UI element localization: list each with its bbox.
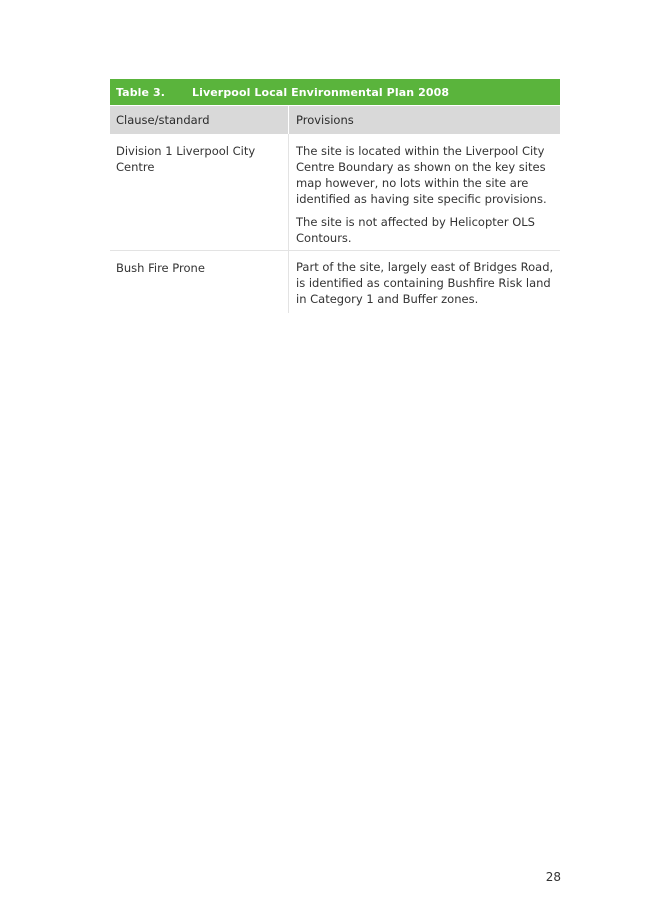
header-clause: Clause/standard xyxy=(116,113,210,127)
table-number: Table 3. xyxy=(116,85,166,99)
table-title: Liverpool Local Environmental Plan 2008 xyxy=(192,85,450,99)
row-provisions xyxy=(288,251,560,313)
row-clause: Division 1 Liverpool City Centre xyxy=(116,144,256,174)
row-clause: Bush Fire Prone xyxy=(116,261,205,275)
provision-paragraph: The site is not affected by Helicopter OLS Contours. xyxy=(296,215,535,245)
lep-table xyxy=(110,79,560,313)
provision-paragraph: The site is located within the Liverpool City Centre Boundary as shown on the key sites map however, no lots within the site are identified as having site specific provisions. xyxy=(296,144,547,206)
provision-paragraph: Part of the site, largely east of Bridges Road, is identified as containing Bushfire Risk land in Category 1 and Buffer zones. xyxy=(296,260,554,306)
header-provisions: Provisions xyxy=(288,106,560,134)
table-caption xyxy=(110,79,560,105)
page-number: 28 xyxy=(545,870,561,884)
table-header-row xyxy=(110,105,560,134)
table-row xyxy=(110,251,560,313)
row-provisions xyxy=(288,134,560,250)
table-row xyxy=(110,134,560,251)
